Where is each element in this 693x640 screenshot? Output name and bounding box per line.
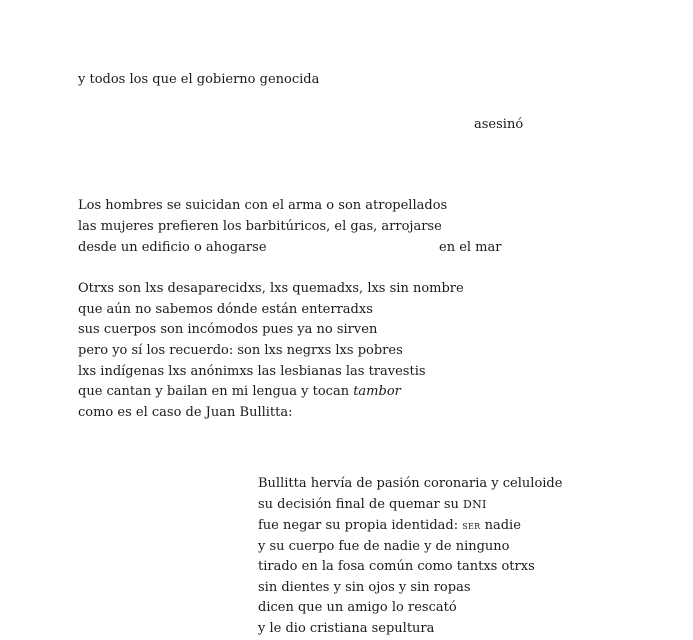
poem-line: las mujeres prefieren los barbitúricos, el gas, arrojarse bbox=[78, 219, 442, 234]
poem-line: asesinó bbox=[474, 117, 524, 132]
poem-line: lxs indígenas lxs anónimxs las lesbianas las travestis bbox=[78, 364, 426, 379]
poem-line bbox=[78, 382, 401, 402]
poem-line-part: su decisión final de quemar su bbox=[258, 497, 464, 512]
poem-line: dicen que un amigo lo rescató bbox=[258, 600, 457, 615]
poem-line: tirado en la fosa común como tantxs otrxs bbox=[258, 559, 535, 574]
poem-line: Los hombres se suicidan con el arma o son atropellados bbox=[78, 198, 448, 213]
poem-line: sin dientes y sin ojos y sin ropas bbox=[258, 580, 471, 595]
poem-line-part: nadie bbox=[480, 518, 521, 533]
poem-line bbox=[258, 495, 487, 515]
poem-line: y le dio cristiana sepultura bbox=[258, 621, 435, 636]
poem-line-part: que cantan y bailan en mi lengua y tocan bbox=[78, 384, 354, 399]
poem-line-part: fue negar su propia identidad: bbox=[258, 518, 463, 533]
poem-line: y todos los que el gobierno genocida bbox=[78, 72, 320, 87]
smallcaps-word: DNI bbox=[463, 498, 487, 511]
poem-line: Otrxs son lxs desaparecidxs, lxs quemadxs, lxs sin nombre bbox=[78, 281, 464, 296]
poem-line-part: desde un edificio o ahogarse bbox=[78, 240, 267, 255]
poem-line bbox=[258, 516, 521, 536]
poem-line-part: en el mar bbox=[439, 240, 502, 255]
poem-line: pero yo sí los recuerdo: son lxs negrxs lxs pobres bbox=[78, 343, 403, 358]
poem-line: y su cuerpo fue de nadie y de ninguno bbox=[258, 539, 510, 554]
poem-line bbox=[439, 238, 501, 258]
italic-word: tambor bbox=[353, 384, 401, 399]
poem-line: sus cuerpos son incómodos pues ya no sirven bbox=[78, 322, 378, 337]
poem-line bbox=[78, 238, 267, 258]
poem-line: como es el caso de Juan Bullitta: bbox=[78, 405, 293, 420]
smallcaps-word: ser bbox=[462, 519, 481, 532]
poem-line: que aún no sabemos dónde están enterradxs bbox=[78, 302, 373, 317]
poem-line: Bullitta hervía de pasión coronaria y celuloide bbox=[258, 476, 563, 491]
